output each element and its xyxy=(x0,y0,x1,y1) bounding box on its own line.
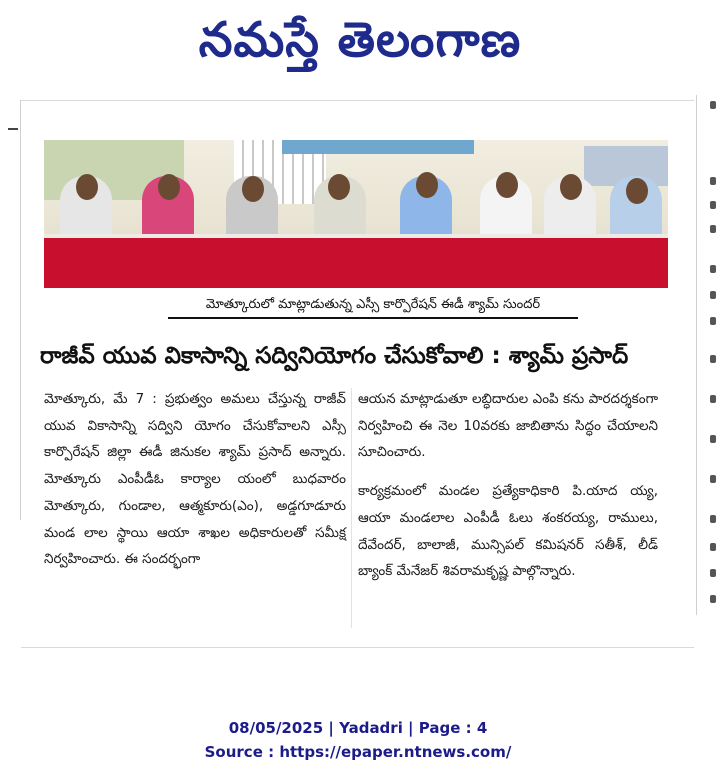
article-column-left xyxy=(44,386,346,573)
text-fragment-mark xyxy=(710,543,716,551)
text-fragment-mark xyxy=(710,435,716,443)
column-edge-mark xyxy=(8,128,18,130)
edition-info: 08/05/2025 | Yadadri | Page : 4 xyxy=(228,719,488,737)
text-fragment-mark xyxy=(710,395,716,403)
text-fragment-mark xyxy=(710,595,716,603)
text-fragment-mark xyxy=(710,355,716,363)
photo-caption: మోత్కూరులో మాట్లాడుతున్న ఎస్సీ కార్పొరేషన్ ఈడీ శ్యామ్ సుందర్ xyxy=(168,293,578,319)
photo-person-head xyxy=(242,176,264,202)
text-fragment-mark xyxy=(710,317,716,325)
article-paragraph: ఆయన మాట్లాడుతూ లబ్ధిదారుల ఎంపి కను పారదర్శకంగా నిర్వహించి ఈ నెల 10వరకు జాబితాను సిద్ధం చేయాలని సూచించారు. xyxy=(358,391,658,461)
article-paragraph: మోత్కూరు, మే 7 : ప్రభుత్వం అమలు చేస్తున్న రాజీవ్ యువ వికాసాన్ని సద్విని యోగం చేసుకోవాలని ఎస్సీ కార్పొరేషన్ జిల్లా ఈడీ జినుకల శ్యామ్ ప్రసాద్ అన్నారు. మోత్కూరు ఎంపీడీఓ కార్యాల యంలో బుధవారం మోత్కూరు, గుండాల, ఆత్మకూరు(ఎం), అడ్డగూడూరు మండ లాల స్థాయి ఆయా శాఖల అధికారులతో సమీక్ష నిర్వహించారు. ఈ సందర్భంగా xyxy=(44,391,346,568)
text-fragment-mark xyxy=(710,225,716,233)
photo-person-head xyxy=(158,174,180,200)
adjacent-column-right xyxy=(696,95,716,615)
text-fragment-mark xyxy=(710,515,716,523)
text-fragment-mark xyxy=(710,101,716,109)
text-fragment-mark xyxy=(710,265,716,273)
article-headline: రాజీవ్ యువ వికాసాన్ని సద్వినియోగం చేసుకోవాలి : శ్యామ్ ప్రసాద్ xyxy=(40,343,629,369)
text-fragment-mark xyxy=(710,475,716,483)
source-url[interactable]: Source : https://epaper.ntnews.com/ xyxy=(204,743,512,761)
photo-person-head xyxy=(496,172,518,198)
text-fragment-mark xyxy=(710,291,716,299)
text-fragment-mark xyxy=(710,201,716,209)
photo-person-head xyxy=(328,174,350,200)
photo-table-cloth xyxy=(44,238,668,288)
column-divider xyxy=(351,388,352,628)
article-paragraph: కార్యక్రమంలో మండల ప్రత్యేకాధికారి పి.యాద య్య, ఆయా మండలాల ఎంపీడీ ఓలు శంకరయ్య, రాములు, దేవేందర్, బాలాజీ, మున్సిపల్ కమిషనర్ సతీశ్, లీడ్ బ్యాంక్ మేనేజర్ శివరామకృష్ణ పాల్గొన్నారు. xyxy=(358,483,658,580)
text-fragment-mark xyxy=(710,177,716,185)
source-footer xyxy=(0,716,716,764)
article-column-right xyxy=(358,386,658,585)
photo-person-head xyxy=(626,178,648,204)
photo-banner xyxy=(282,140,474,154)
photo-person-head xyxy=(560,174,582,200)
adjacent-column-left xyxy=(0,100,21,520)
newspaper-masthead: నమస్తే తెలంగాణ xyxy=(198,12,522,68)
text-fragment-mark xyxy=(710,569,716,577)
article-photo xyxy=(44,140,668,288)
photo-person-head xyxy=(416,172,438,198)
photo-person-head xyxy=(76,174,98,200)
